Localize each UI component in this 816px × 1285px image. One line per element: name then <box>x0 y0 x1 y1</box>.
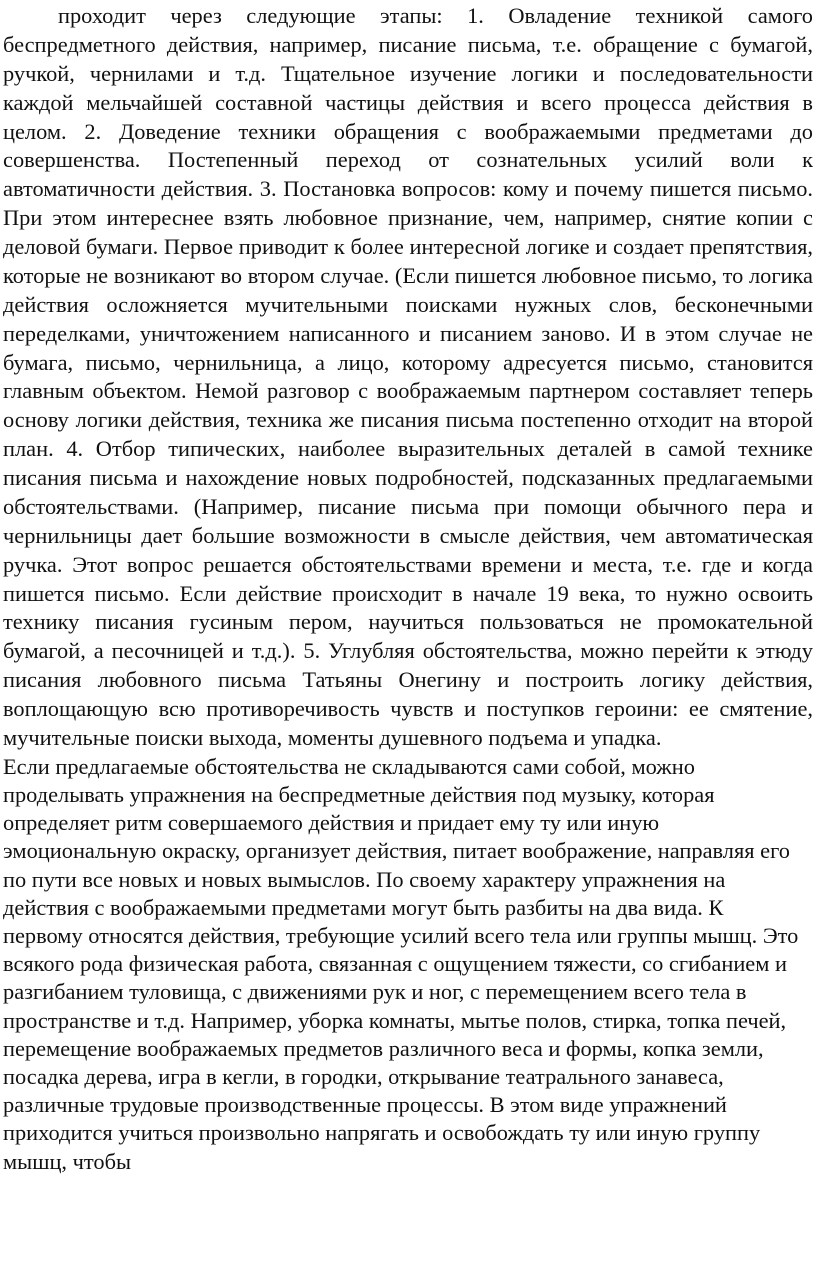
body-paragraph-continued: проходит через следующие этапы: 1. Овладение техникой самого беспредметного действия, например, писание письма, т.е. обращение с бумагой, ручкой, чернилами и т.д. Тщательное изучение логики и последовательности каждой мельчайшей составной частицы действия и всего процесса действия в целом. 2. Доведение техники обращения с воображаемыми предметами до совершенства. Постепенный переход от сознательных усилий воли к автоматичности действия. 3. Постановка вопросов: кому и почему пишется письмо. При этом интереснее взять любовное признание, чем, например, снятие копии с деловой бумаги. Первое приводит к более интересной логике и создает препятствия, которые не возникают во втором случае. (Если пишется любовное письмо, то логика действия осложняется мучительными поисками нужных слов, бесконечными переделками, уничтожением написанного и писанием заново. И в этом случае не бумага, письмо, чернильница, а лицо, которому адресуется письмо, становится главным объектом. Немой разговор с воображаемым партнером составляет теперь основу логики действия, техника же писания письма постепенно отходит на второй план. 4. Отбор типических, наиболее выразительных деталей в самой технике писания письма и нахождение новых подробностей, подсказанных предлагаемыми обстоятельствами. (Например, писание письма при помощи обычного пера и чернильницы дает большие возможности в смысле действия, чем автоматическая ручка. Этот вопрос решается обстоятельствами времени и места, т.е. где и когда пишется письмо. Если действие происходит в начале 19 века, то нужно освоить технику писания гусиным пером, научиться пользоваться не промокательной бумагой, а песочницей и т.д.). 5. Углубляя обстоятельства, можно перейти к этюду писания любовного письма Татьяны Онегину и построить логику действия, воплощающую всю противоречивость чувств и поступков героини: ее смятение, мучительные поиски выхода, моменты душевного подъема и упадка. <box>3 3 813 750</box>
body-paragraph: Если предлагаемые обстоятельства не складываются сами собой, можно проделывать упражнения на беспредметные действия под музыку, которая определяет ритм совершаемого действия и придает ему ту или иную эмоциональную окраску, организует действия, питает воображение, направляя его по пути все новых и новых вымыслов. По своему характеру упражнения на действия с воображаемыми предметами могут быть разбиты на два вида. К первому относятся действия, требующие усилий всего тела или группы мышц. Это всякого рода физическая работа, связанная с ощущением тяжести, со сгибанием и разгибанием туловища, с движениями рук и ног, с перемещением всего тела в пространстве и т.д. Например, уборка комнаты, мытье полов, стирка, топка печей, перемещение воображаемых предметов различного веса и формы, копка земли, посадка дерева, игра в кегли, в городки, открывание театрального занавеса, различные трудовые производственные процессы. В этом виде упражнений приходится учиться произвольно напрягать и освобождать ту или иную группу мышц, чтобы <box>3 753 799 1174</box>
